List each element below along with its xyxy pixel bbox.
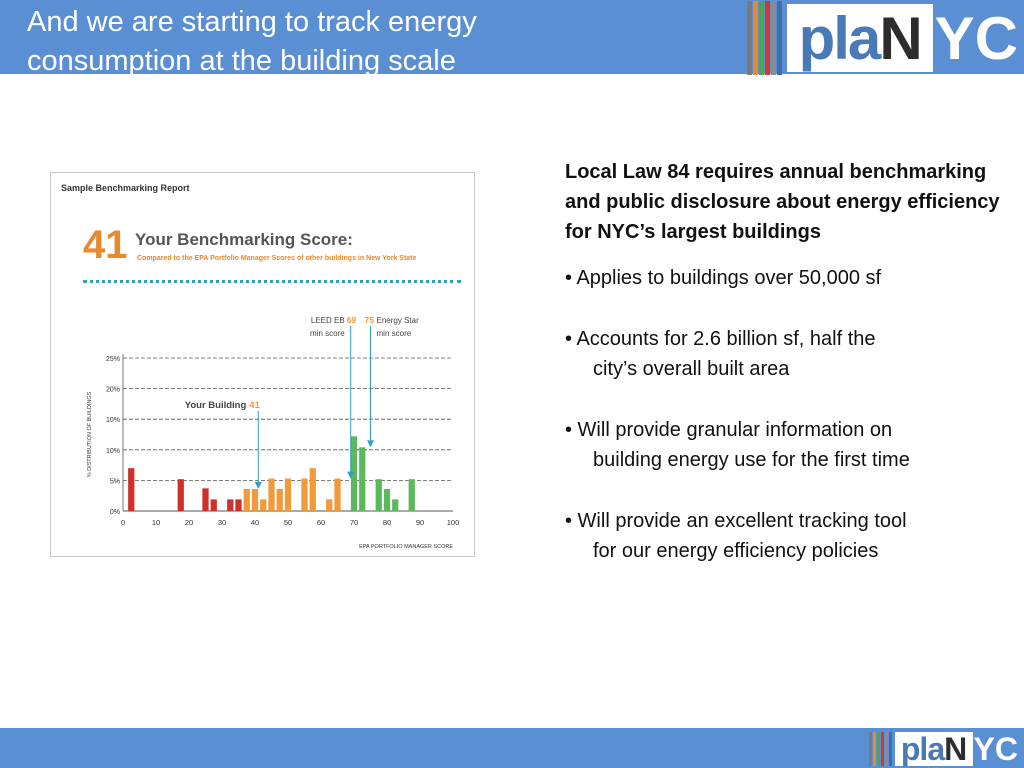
bullet-item [565, 263, 1020, 293]
report-score: 41 [83, 223, 128, 267]
histogram-bar [260, 499, 266, 511]
report-header: Sample Benchmarking Report [61, 183, 190, 193]
histogram-bar [359, 447, 365, 511]
bullet-line: for our energy efficiency policies [593, 540, 879, 562]
plannyc-logo-bottom [869, 731, 1018, 767]
logo-stripes [747, 1, 783, 75]
histogram-bar [334, 479, 340, 511]
histogram-bar [227, 499, 233, 511]
logo-text-pla: pla [900, 730, 945, 767]
histogram-bar [268, 479, 274, 511]
x-tick-label: 50 [283, 518, 293, 527]
leed-label-top: LEED EB [310, 316, 345, 325]
energy-star-arrow-head [367, 440, 374, 447]
histogram-bar [326, 499, 332, 511]
logo-stripe [759, 1, 764, 75]
x-tick-label: 80 [382, 518, 392, 527]
logo-word-box [787, 4, 933, 72]
benchmark-histogram [51, 173, 476, 558]
leed-label-bottom: min score [310, 329, 345, 338]
bullet-line: building energy use for the first time [593, 449, 910, 471]
histogram-bar [277, 489, 283, 511]
bullet-line: • Accounts for 2.6 billion sf, half the [565, 328, 876, 350]
slide-title [27, 3, 667, 81]
benchmarking-report [50, 172, 475, 557]
x-tick-label: 0 [120, 518, 126, 527]
y-tick-label: 25% [105, 356, 120, 363]
x-axis-title: EPA PORTFOLIO MANAGER SCORE [359, 544, 453, 550]
bullet-line: • Will provide an excellent tracking tool [565, 510, 907, 532]
logo-stripe [881, 732, 884, 766]
histogram-bar [409, 479, 415, 511]
y-tick-label: 5% [109, 478, 120, 486]
logo-stripe [869, 732, 872, 766]
histogram-bar [285, 479, 291, 511]
slide-title-line-1: And we are starting to track energy [27, 6, 477, 38]
your-building-score: 41 [249, 400, 260, 411]
x-tick-label: 20 [184, 518, 194, 527]
logo-stripe [877, 732, 880, 766]
logo-text-pla: pla [798, 4, 880, 72]
logo-stripe [885, 732, 888, 766]
logo-stripe [765, 1, 770, 75]
y-tick-label: 20% [105, 386, 120, 394]
histogram-bar [178, 479, 184, 511]
logo-stripes [869, 732, 893, 766]
report-subtitle: Compared to the EPA Portfolio Manager Scores of other buildings in New York State [137, 255, 417, 262]
bullet-line: city’s overall built area [593, 358, 790, 380]
logo-word-box [895, 732, 973, 766]
logo-stripe [777, 1, 782, 75]
bullet-list [565, 263, 1020, 566]
y-tick-label: 0% [109, 509, 120, 516]
x-tick-label: 100 [446, 518, 460, 527]
logo-stripe [889, 732, 892, 766]
energy-star-label-top: Energy Star [376, 316, 419, 325]
histogram-bar [128, 468, 134, 511]
x-tick-label: 60 [316, 518, 326, 527]
histogram-bar [376, 479, 382, 511]
logo-stripe [747, 1, 752, 75]
logo-text-yc: YC [973, 730, 1018, 767]
y-tick-label: 10% [105, 417, 120, 425]
bullet-line: • Applies to buildings over 50,000 sf [565, 267, 882, 289]
x-tick-label: 90 [415, 518, 425, 527]
histogram-bar [310, 468, 316, 511]
plannyc-logo-top [747, 0, 1018, 76]
histogram-bar [235, 499, 241, 511]
y-tick-label: 10% [105, 447, 120, 455]
histogram-bar [252, 489, 258, 511]
your-building-label: Your Building [184, 400, 247, 411]
histogram-bar [384, 489, 390, 511]
logo-text-n: N [879, 4, 921, 72]
bullet-item [565, 415, 1020, 475]
histogram-bar [392, 499, 398, 511]
histogram-bar [301, 479, 307, 511]
logo-stripe [753, 1, 758, 75]
y-axis-title: % DISTRIBUTION OF BUILDINGS [87, 391, 93, 478]
histogram-bar [244, 489, 250, 511]
slide-title-line-2: consumption at the building scale [27, 45, 456, 77]
bullet-line: • Will provide granular information on [565, 419, 893, 441]
histogram-bar [211, 499, 217, 511]
x-tick-label: 30 [217, 518, 227, 527]
text-panel [565, 157, 1020, 597]
x-tick-label: 40 [250, 518, 260, 527]
lead-paragraph: Local Law 84 requires annual benchmarking and public disclosure about energy efficiency for NYC’s largest buildings [565, 161, 1000, 243]
energy-star-score: 75 [364, 315, 374, 325]
logo-stripe [873, 732, 876, 766]
bullet-item [565, 324, 1020, 384]
x-tick-label: 70 [349, 518, 359, 527]
logo-text-yc: YC [934, 4, 1018, 72]
logo-stripe [771, 1, 776, 75]
your-building-arrow-head [255, 482, 262, 489]
energy-star-label-bottom: min score [376, 329, 412, 338]
bullet-item [565, 506, 1020, 566]
logo-text-n: N [944, 730, 967, 767]
histogram-bar [202, 488, 208, 511]
x-tick-label: 10 [151, 518, 161, 527]
report-score-label: Your Benchmarking Score: [135, 230, 353, 249]
leed-score: 69 [346, 315, 357, 325]
